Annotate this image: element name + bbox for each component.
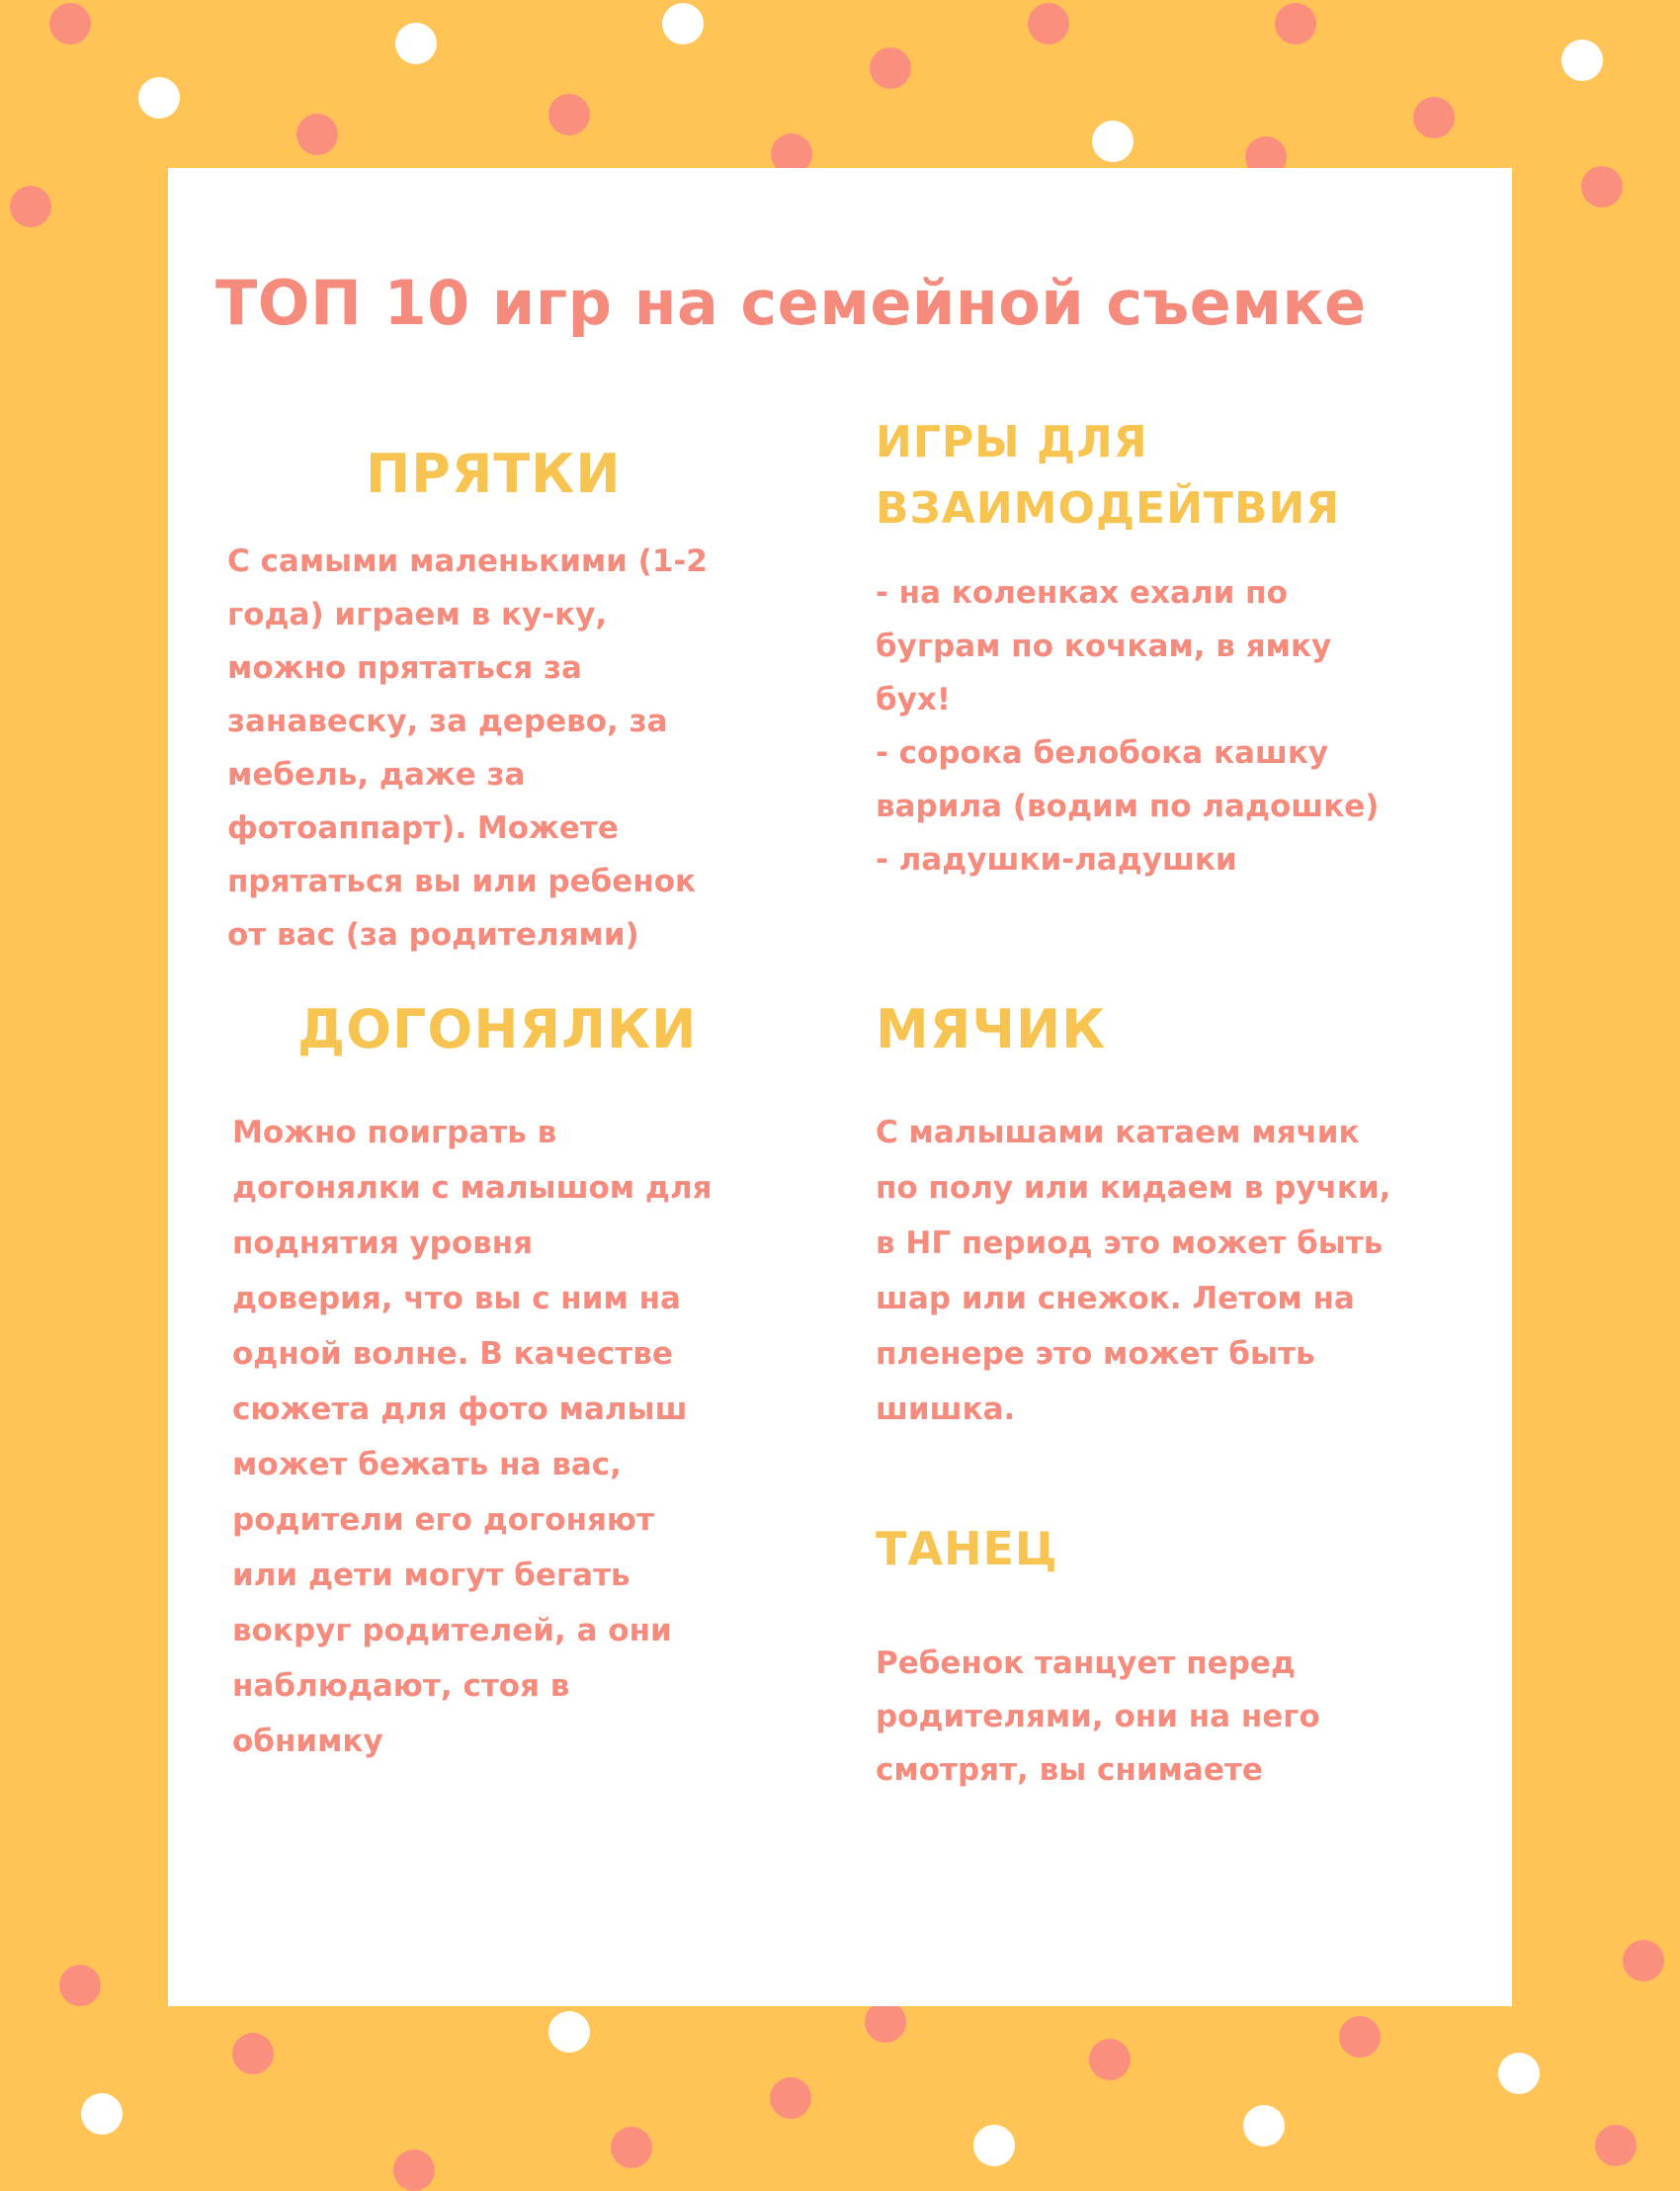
pink-dot (1581, 166, 1623, 208)
pink-dot (49, 3, 91, 44)
section-text-hide (227, 535, 708, 962)
section-text-ball (876, 1105, 1390, 1437)
text-line: фотоаппарт). Можете (227, 810, 619, 846)
white-dot (662, 3, 704, 44)
white-dot (548, 2011, 590, 2053)
pink-dot (548, 94, 590, 135)
pink-dot (865, 2001, 906, 2043)
pink-dot (232, 2033, 274, 2074)
text-line: доверия, что вы с ним на (232, 1281, 681, 1316)
text-line: в НГ период это может быть (876, 1225, 1384, 1261)
pink-dot (1275, 3, 1316, 44)
section-heading-ball: МЯЧИК (876, 998, 1107, 1060)
text-line: варила (водим по ладошке) (876, 789, 1380, 824)
text-line: шар или снежок. Летом на (876, 1281, 1355, 1316)
pink-dot (1028, 3, 1069, 44)
section-heading-hide: ПРЯТКИ (366, 443, 622, 505)
white-dot (1243, 2105, 1285, 2147)
white-dot (1092, 121, 1134, 162)
text-line: обнимку (232, 1724, 383, 1759)
text-line: прятаться вы или ребенок (227, 864, 697, 899)
white-dot (81, 2093, 123, 2135)
text-line: года) играем в ку-ку, (227, 597, 608, 632)
text-line: вокруг родителей, а они (232, 1613, 672, 1648)
text-line: С самыми маленькими (1-2 (227, 544, 708, 579)
text-line: одной волне. В качестве (232, 1336, 673, 1372)
section-heading-dance: ТАНЕЦ (876, 1522, 1058, 1575)
white-dot (1498, 2053, 1540, 2094)
pink-dot (1595, 2125, 1637, 2166)
text-line: буграм по кочкам, в ямку (876, 629, 1332, 664)
text-line: наблюдают, стоя в (232, 1668, 570, 1704)
section-heading-tag: ДОГОНЯЛКИ (297, 998, 698, 1060)
text-line: по полу или кидаем в ручки, (876, 1170, 1391, 1206)
text-line: можно прятаться за (227, 650, 582, 686)
section-text-interaction (876, 566, 1379, 886)
pink-dot (611, 2127, 652, 2168)
text-line: родителями, они на него (876, 1699, 1320, 1734)
text-line: мебель, даже за (227, 757, 526, 793)
text-line: пленере это может быть (876, 1336, 1315, 1372)
heading-line: ВЗАИМОДЕЙТВИЯ (876, 483, 1341, 534)
white-dot (395, 23, 437, 64)
text-line: бух! (876, 682, 951, 717)
text-line: сюжета для фото малыш (232, 1391, 688, 1427)
text-line: Можно поиграть в (232, 1115, 557, 1150)
page-title: ТОП 10 игр на семейной съемке (215, 267, 1367, 339)
section-text-dance (876, 1637, 1320, 1797)
text-line: - сорока белобока кашку (876, 735, 1329, 771)
text-line: С малышами катаем мячик (876, 1115, 1360, 1150)
pink-dot (10, 186, 51, 227)
text-line: поднятия уровня (232, 1225, 534, 1261)
text-line: занавеску, за дерево, за (227, 704, 668, 739)
text-line: от вас (за родителями) (227, 917, 639, 953)
heading-line: ИГРЫ ДЛЯ (876, 417, 1148, 467)
text-line: Ребенок танцует перед (876, 1645, 1296, 1681)
white-dot (1561, 40, 1603, 81)
pink-dot (870, 47, 911, 89)
text-line: или дети могут бегать (232, 1558, 630, 1593)
white-dot (138, 77, 180, 119)
pink-dot (393, 2149, 435, 2191)
text-line: догонялки с малышом для (232, 1170, 713, 1206)
text-line: шишка. (876, 1391, 1016, 1427)
white-dot (973, 2125, 1015, 2166)
text-line: родители его догоняют (232, 1502, 655, 1538)
text-line: - ладушки-ладушки (876, 842, 1237, 878)
pink-dot (296, 114, 338, 155)
text-line: - на коленках ехали по (876, 575, 1288, 611)
pink-dot (1623, 1940, 1664, 1981)
text-line: может бежать на вас, (232, 1447, 622, 1482)
pink-dot (1089, 2039, 1131, 2080)
pink-dot (770, 2077, 811, 2119)
pink-dot (1339, 2016, 1381, 2058)
pink-dot (1413, 97, 1455, 138)
pink-dot (59, 1965, 101, 2006)
section-heading-interaction (876, 409, 1340, 542)
content-card (168, 168, 1512, 2006)
section-text-tag (232, 1105, 713, 1769)
text-line: смотрят, вы снимаете (876, 1752, 1263, 1788)
